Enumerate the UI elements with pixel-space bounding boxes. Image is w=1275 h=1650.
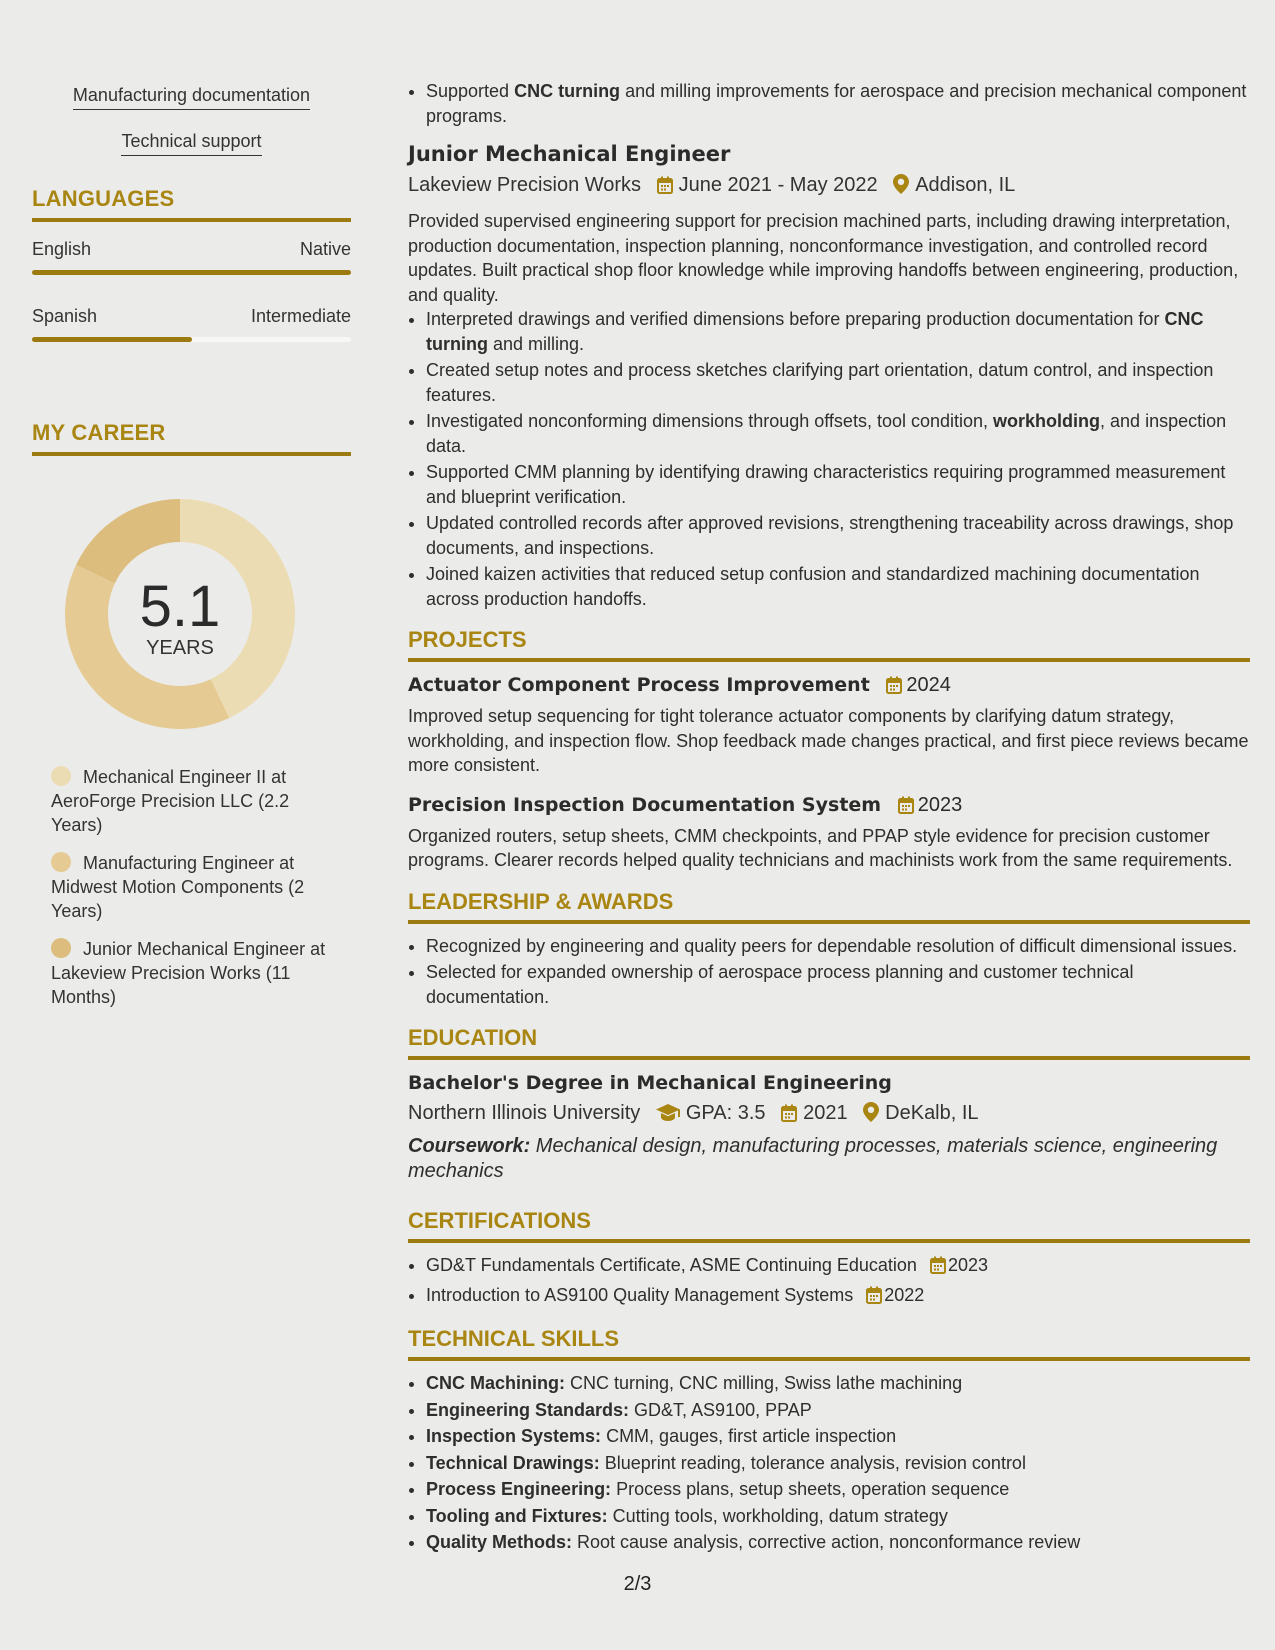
skill-item: • Inspection Systems: CMM, gauges, first article inspection — [426, 1424, 1250, 1449]
calendar-icon — [886, 675, 902, 701]
language-item — [32, 305, 351, 342]
job-description: Provided supervised engineering support for precision machined parts, including drawing interpretation, production documentation, inspection planning, nonconformance investigation, and controlled record updates. Built practical shop floor knowledge while improving handoffs between engineering, production, and quality. — [408, 211, 1239, 305]
project-year: 2023 — [917, 793, 963, 816]
career-donut-chart — [65, 499, 295, 729]
language-name: Spanish — [32, 306, 98, 326]
legend-dot — [51, 938, 71, 958]
calendar-icon — [898, 795, 914, 821]
education-meta — [408, 1099, 1250, 1130]
certification-item: • Introduction to AS9100 Quality Management Systems 2022 — [426, 1283, 1250, 1311]
section-title: EDUCATION — [408, 1025, 1250, 1060]
job-title: Junior Mechanical Engineer — [408, 142, 731, 166]
project-name: Precision Inspection Documentation System — [408, 793, 882, 816]
bullet-item: • Interpreted drawings and verified dimensions before preparing production documentation for CNC turning and milling. — [426, 307, 1250, 356]
proficiency-fill — [32, 270, 351, 275]
bullet-item: • Investigated nonconforming dimensions through offsets, tool condition, workholding, and inspection data. — [426, 409, 1250, 458]
section-title: MY CAREER — [32, 420, 351, 456]
section-title: LEADERSHIP & AWARDS — [408, 889, 1250, 924]
certifications-list — [408, 1253, 1250, 1310]
education-entry — [408, 1070, 1250, 1184]
legend-label: Mechanical Engineer II at AeroForge Precision LLC (2.2 Years) — [51, 767, 290, 835]
graduation-cap-icon — [656, 1102, 680, 1130]
project-description: Improved setup sequencing for tight tolerance actuator components by clarifying datum strategy, workholding, and inspection flow. Shop feedback made changes practical, and first piece reviews became more consistent. — [408, 706, 1249, 775]
skill-item: • Process Engineering: Process plans, setup sheets, operation sequence — [426, 1477, 1250, 1502]
education-location: DeKalb, IL — [885, 1102, 979, 1124]
company-name: Lakeview Precision Works — [408, 174, 642, 196]
legend-item — [51, 937, 333, 1009]
project-description: Organized routers, setup sheets, CMM checkpoints, and PPAP style evidence for precision customer programs. Clearer records helped quality technicians and machinists work from the same requirements. — [408, 825, 1233, 870]
section-title: PROJECTS — [408, 627, 1250, 662]
language-level: Native — [299, 239, 351, 259]
section-title: TECHNICAL SKILLS — [408, 1326, 1250, 1361]
job-meta — [408, 171, 1250, 202]
skill-item: • Engineering Standards: GD&T, AS9100, PPAP — [426, 1398, 1250, 1423]
career-section — [32, 420, 351, 1009]
certification-year: 2022 — [884, 1284, 925, 1305]
career-total: 5.1 — [139, 574, 221, 639]
skill-item: • Quality Methods: Root cause analysis, corrective action, nonconformance review — [426, 1530, 1250, 1555]
language-item — [32, 238, 351, 275]
legend-dot — [51, 766, 71, 786]
certification-year: 2023 — [947, 1255, 988, 1275]
proficiency-bar — [32, 337, 351, 342]
school-name: Northern Illinois University — [408, 1102, 641, 1124]
coursework: Coursework: Mechanical design, manufacturing processes, materials science, engineering mechanics — [408, 1135, 1218, 1182]
language-level: Intermediate — [250, 306, 351, 326]
certification-item: • GD&T Fundamentals Certificate, ASME Continuing Education 2023 — [426, 1253, 1250, 1281]
map-pin-icon — [893, 174, 909, 202]
career-unit: YEARS — [146, 637, 214, 659]
proficiency-bar — [32, 270, 351, 275]
legend-label: Manufacturing Engineer at Midwest Motion Components (2 Years) — [51, 853, 305, 921]
calendar-icon — [866, 1286, 882, 1311]
experience-bullets-continued — [408, 79, 1250, 128]
bullet-item: • Joined kaizen activities that reduced setup confusion and standardized machining documentation across production handoffs. — [426, 562, 1250, 611]
legend-item — [51, 765, 333, 837]
job-bullets — [408, 307, 1250, 611]
bullet-item: • Selected for expanded ownership of aerospace process planning and customer technical documentation. — [426, 960, 1250, 1009]
section-title: CERTIFICATIONS — [408, 1208, 1250, 1243]
skill-tag[interactable]: Manufacturing documentation — [73, 84, 310, 110]
languages-section — [32, 186, 351, 342]
map-pin-icon — [863, 1102, 879, 1130]
project-year: 2024 — [906, 674, 951, 696]
page-number: 2/3 — [623, 1573, 652, 1595]
skill-item: • CNC Machining: CNC turning, CNC milling, Swiss lathe machining — [426, 1371, 1250, 1396]
calendar-icon — [657, 174, 673, 202]
bullet-item: • Updated controlled records after approved revisions, strengthening traceability across drawings, shop documents, and inspections. — [426, 511, 1250, 560]
proficiency-fill — [32, 337, 192, 342]
skill-item: • Technical Drawings: Blueprint reading, tolerance analysis, revision control — [426, 1451, 1250, 1476]
graduation-year: 2021 — [803, 1102, 848, 1124]
career-legend — [51, 765, 333, 1009]
leadership-list — [408, 934, 1250, 1010]
skill-item: • Tooling and Fixtures: Cutting tools, workholding, datum strategy — [426, 1504, 1250, 1529]
bullet-item: • Supported CNC turning and milling improvements for aerospace and precision mechanical component programs. — [426, 79, 1250, 128]
degree-title: Bachelor's Degree in Mechanical Engineering — [408, 1072, 892, 1094]
legend-item — [51, 851, 333, 923]
calendar-icon — [930, 1256, 946, 1281]
bullet-item: • Recognized by engineering and quality peers for dependable resolution of difficult dimensional issues. — [426, 934, 1250, 959]
language-name: English — [32, 239, 92, 259]
section-title: LANGUAGES — [32, 186, 351, 222]
project-entry — [408, 792, 1250, 873]
bullet-item: • Created setup notes and process sketches clarifying part orientation, datum control, and inspection features. — [426, 358, 1250, 407]
legend-dot — [51, 852, 71, 872]
gpa: GPA: 3.5 — [685, 1102, 766, 1124]
job-entry — [408, 140, 1250, 611]
skill-tag[interactable]: Technical support — [121, 130, 261, 156]
right-column — [408, 79, 1250, 1557]
job-dates: June 2021 - May 2022 — [678, 174, 878, 196]
bullet-item: • Supported CMM planning by identifying drawing characteristics requiring programmed measurement and blueprint verification. — [426, 460, 1250, 509]
job-location: Addison, IL — [915, 174, 1016, 196]
technical-skills-list — [408, 1371, 1250, 1555]
left-column — [32, 84, 351, 1023]
legend-label: Junior Mechanical Engineer at Lakeview Precision Works (11 Months) — [51, 939, 326, 1007]
project-name: Actuator Component Process Improvement — [408, 674, 870, 696]
project-entry — [408, 672, 1250, 778]
calendar-icon — [781, 1102, 797, 1130]
